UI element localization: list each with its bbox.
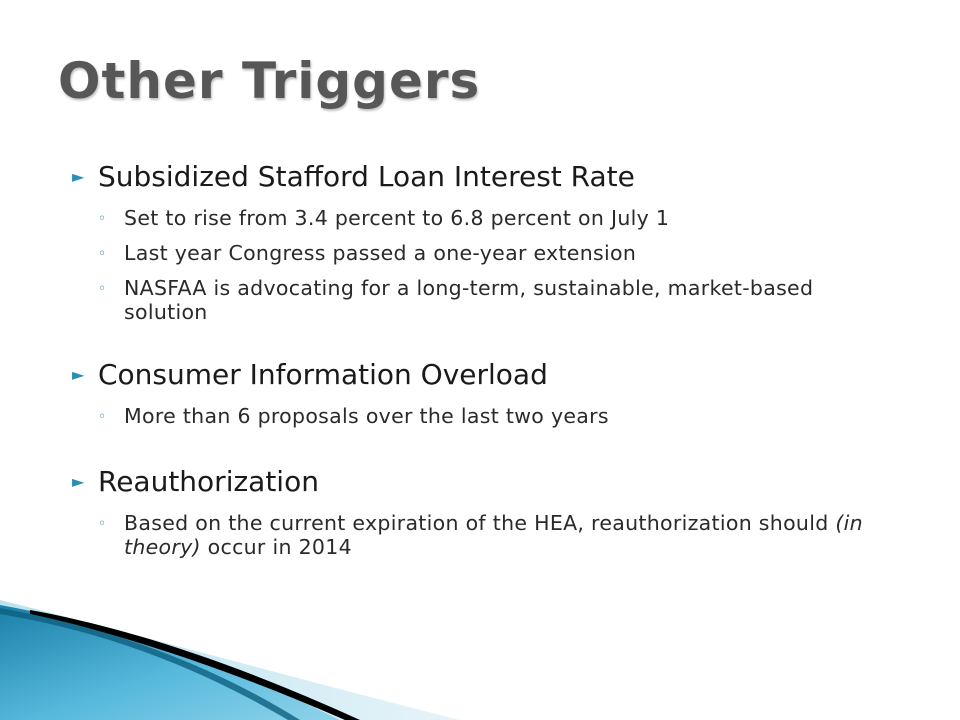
text-after: occur in 2014 — [200, 535, 352, 559]
bullet-level1 — [72, 160, 902, 198]
section-interest-rate — [72, 160, 902, 324]
bullet-level1 — [72, 465, 902, 503]
right-triangle-icon: ► — [72, 472, 85, 491]
bullet-text: More than 6 proposals over the last two years — [124, 404, 609, 428]
bullet-text: NASFAA is advocating for a long-term, sustainable, market-based solution — [124, 276, 814, 324]
bullet-list — [72, 160, 902, 593]
bullet-text: Last year Congress passed a one-year extension — [124, 241, 637, 265]
section-heading: Reauthorization — [98, 465, 319, 498]
right-triangle-icon: ► — [72, 167, 85, 186]
bullet-level2 — [98, 241, 902, 268]
hollow-circle-icon: ◦ — [98, 211, 107, 227]
bullet-text: Set to rise from 3.4 percent to 6.8 percent on July 1 — [124, 206, 670, 230]
section-consumer-info — [72, 358, 902, 431]
section-heading: Consumer Information Overload — [98, 358, 548, 391]
bullet-level2 — [98, 276, 902, 324]
hollow-circle-icon: ◦ — [98, 281, 107, 297]
slide-title: Other Triggers — [58, 52, 481, 110]
section-heading: Subsidized Stafford Loan Interest Rate — [98, 160, 635, 193]
hollow-circle-icon: ◦ — [98, 409, 107, 425]
bullet-level2 — [98, 404, 902, 431]
bullet-level2 — [98, 206, 902, 233]
bullet-text — [124, 511, 902, 559]
text-italic: (in theory) — [124, 511, 863, 559]
bullet-level2 — [98, 511, 902, 559]
text-before: Based on the current expiration of the HEA, reauthorization should — [124, 511, 836, 535]
section-reauthorization — [72, 465, 902, 559]
right-triangle-icon: ► — [72, 365, 85, 384]
hollow-circle-icon: ◦ — [98, 246, 107, 262]
hollow-circle-icon: ◦ — [98, 516, 107, 532]
bullet-level1 — [72, 358, 902, 396]
